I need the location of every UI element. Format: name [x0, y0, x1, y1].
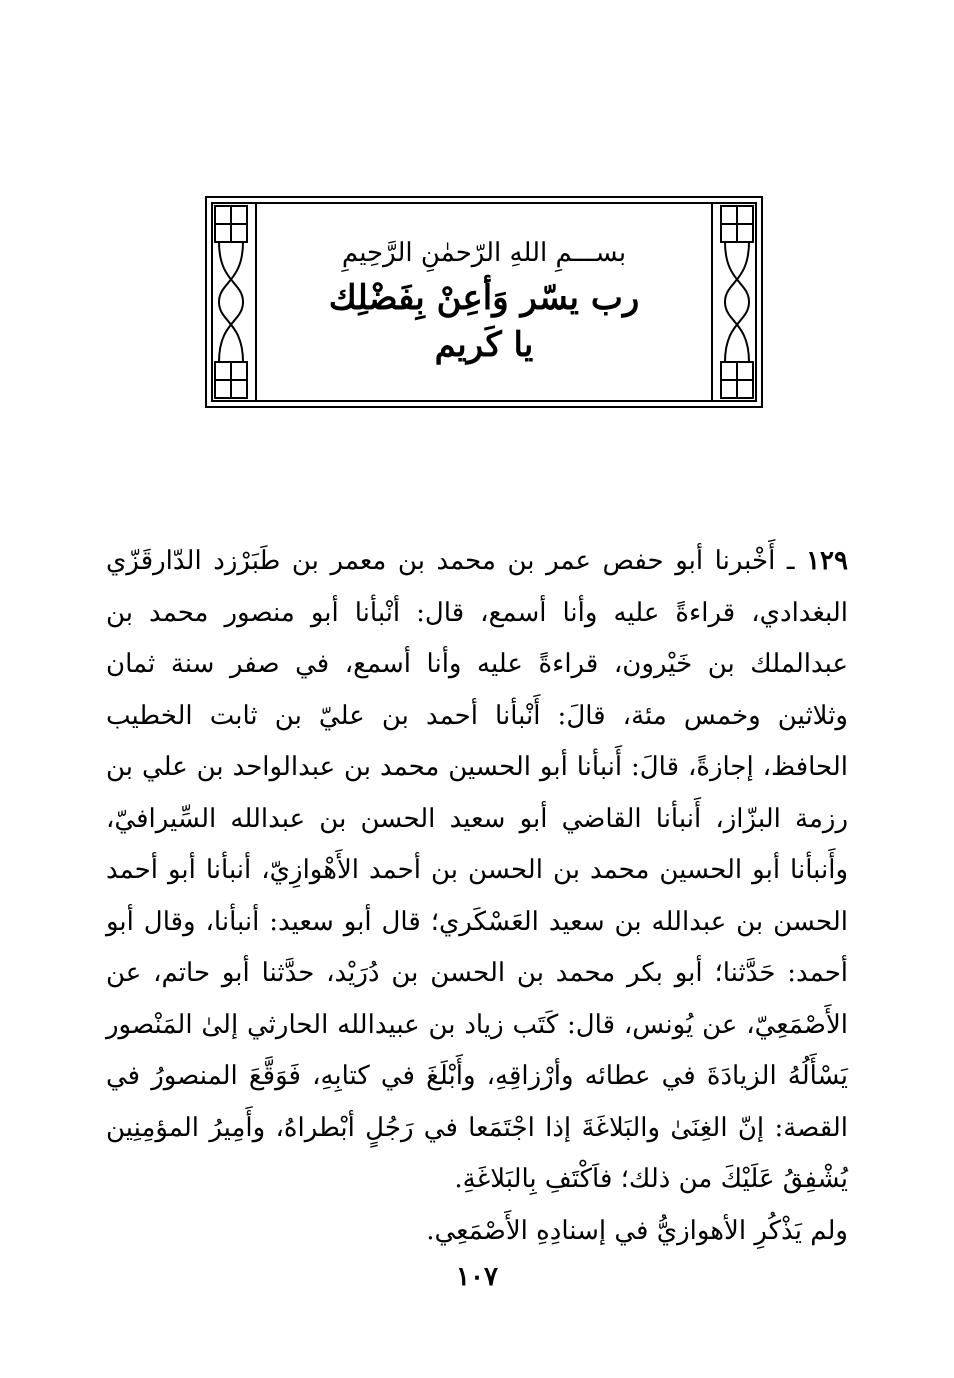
invocation-line-1: رب يسّر وَأعِنْ بِفَضْلِك	[328, 278, 640, 319]
basmala-calligraphy: بســـمِ اللهِ الرّحمٰنِ الرَّحِيمِ	[341, 238, 627, 268]
entry-text: أَخْبرنا أبو حفص عمر بن محمد بن معمر بن طَبَرْزد الدّارقَزّي البغدادي، قراءةً عليه وأنا أسمع، قال: أنْبأنا أبو منصور محمد بن عبدالملك بن خَيْرون، قراءةً عليه وأنا أسمع، في صفر سنة ثمان وثلاثين وخمس مئة، قالَ: أَنْبأنا أحمد بن عليّ بن ثابت الخطيب الحافظ، إجازةً، قالَ: أَنبأنا أبو الحسين محمد بن عبدالواحد بن علي بن رزمة البزّاز، أَنبأنا القاضي أبو سعيد الحسن بن عبدالله السِّيرافيّ، وأَنبأنا أبو الحسين محمد بن الحسن بن أحمد الأَهْوازِيّ، أنبأنا أبو أحمد الحسن بن عبدالله بن سعيد العَسْكَري؛ قال أبو سعيد: أنبأنا، وقال أبو أحمد: حَدَّثنا؛ أبو بكر محمد بن الحسن بن دُرَيْد، حدَّثنا أبو حاتم، عن الأَصْمَعِيّ، عن يُونس، قال: كَتَب زياد بن عبيدالله الحارثي إلىٰ المَنْصور يَسْأَلُهُ الزيادَةَ في عطائه وأرْزاقِهِ، وأَبْلَغَ في كتابِهِ، فَوَقَّعَ المنصورُ في القصة: إنّ الغِنَىٰ والبَلاغَةَ إذا اجْتَمَعا في رَجُلٍ أبْطراهُ، وأَمِيرُ المؤمِنِين يُشْفِقُ عَلَيْكَ من ذلك؛ فاَكْتَفِ بِالبَلاغَةِ.	[106, 546, 848, 1194]
page-number: ١٠٧	[456, 1262, 498, 1292]
entry-number: ١٢٩	[806, 546, 848, 576]
hadith-paragraph	[106, 536, 848, 1206]
frame-ornament-left	[211, 202, 251, 402]
entry-separator: ـ	[786, 546, 795, 576]
title-frame	[205, 196, 763, 408]
hadith-text-block	[106, 536, 848, 1257]
closing-note: ولم يَذْكُرِ الأهوازيُّ في إسنادِهِ الأَصْمَعِي.	[426, 1215, 848, 1246]
frame-ornament-right	[717, 202, 757, 402]
invocation-line-2: يا كَريم	[434, 324, 534, 365]
frame-content	[255, 204, 713, 400]
